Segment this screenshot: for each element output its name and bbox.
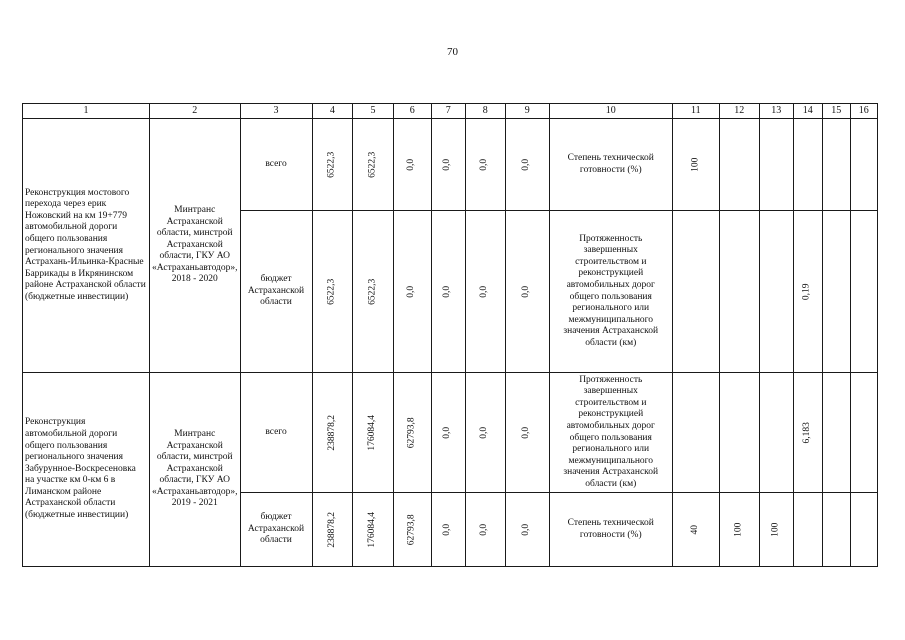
indicator-name: Протяженность завершенных строительством и реконструкцией автомобильных дорог общего пользования регионального или межмуниципального значения Астраханской области (км) xyxy=(549,373,672,493)
value-cell: 0,0 xyxy=(465,211,505,373)
value-cell xyxy=(759,211,793,373)
col-header: 3 xyxy=(240,104,312,119)
value-cell xyxy=(850,119,877,211)
value-cell: 100 xyxy=(759,493,793,567)
col-header: 5 xyxy=(353,104,394,119)
value-cell: 6522,3 xyxy=(353,119,394,211)
col-header: 9 xyxy=(505,104,549,119)
funding-source: всего xyxy=(240,373,312,493)
value-cell: 0,0 xyxy=(393,119,431,211)
value-cell: 6,183 xyxy=(793,373,822,493)
col-header: 12 xyxy=(719,104,759,119)
value-cell: 0,19 xyxy=(793,211,822,373)
col-header: 16 xyxy=(850,104,877,119)
value-cell: 176084,4 xyxy=(353,493,394,567)
value-cell: 0,0 xyxy=(465,493,505,567)
value-cell xyxy=(850,493,877,567)
value-cell xyxy=(850,211,877,373)
value-cell: 100 xyxy=(719,493,759,567)
col-header: 6 xyxy=(393,104,431,119)
value-cell xyxy=(719,211,759,373)
value-cell xyxy=(822,373,850,493)
header-row xyxy=(23,104,878,119)
value-cell: 0,0 xyxy=(505,493,549,567)
col-header: 2 xyxy=(150,104,241,119)
project-executor: Минтранс Астраханской области, минстрой Астраханской области, ГКУ АО «Астраханьавтодор», 2018 - 2020 xyxy=(150,119,241,373)
program-table xyxy=(22,103,878,567)
value-cell: 6522,3 xyxy=(353,211,394,373)
funding-source: бюджет Астраханской области xyxy=(240,211,312,373)
table-row xyxy=(23,373,878,493)
value-cell: 0,0 xyxy=(431,373,465,493)
value-cell: 0,0 xyxy=(393,211,431,373)
value-cell: 0,0 xyxy=(505,211,549,373)
value-cell: 0,0 xyxy=(431,493,465,567)
value-cell xyxy=(822,211,850,373)
project-executor: Минтранс Астраханской области, минстрой Астраханской области, ГКУ АО «Астраханьавтодор», 2019 - 2021 xyxy=(150,373,241,567)
value-cell: 238878,2 xyxy=(312,493,353,567)
value-cell: 40 xyxy=(672,493,719,567)
value-cell: 100 xyxy=(672,119,719,211)
value-cell xyxy=(719,119,759,211)
col-header: 1 xyxy=(23,104,150,119)
value-cell xyxy=(759,373,793,493)
value-cell: 62793,8 xyxy=(393,373,431,493)
funding-source: бюджет Астраханской области xyxy=(240,493,312,567)
value-cell: 6522,3 xyxy=(312,119,353,211)
col-header: 13 xyxy=(759,104,793,119)
funding-source: всего xyxy=(240,119,312,211)
indicator-name: Степень технической готовности (%) xyxy=(549,119,672,211)
value-cell xyxy=(759,119,793,211)
indicator-name: Протяженность завершенных строительством и реконструкцией автомобильных дорог общего пользования регионального или межмуниципального значения Астраханской области (км) xyxy=(549,211,672,373)
col-header: 7 xyxy=(431,104,465,119)
value-cell xyxy=(850,373,877,493)
col-header: 4 xyxy=(312,104,353,119)
col-header: 11 xyxy=(672,104,719,119)
col-header: 15 xyxy=(822,104,850,119)
project-name: Реконструкция автомобильной дороги общего пользования регионального значения Забурунное-Воскресеновка на участке км 0-км 6 в Лиманском районе Астраханской области (бюджетные инвестиции) xyxy=(23,373,150,567)
col-header: 14 xyxy=(793,104,822,119)
col-header: 8 xyxy=(465,104,505,119)
value-cell: 0,0 xyxy=(431,211,465,373)
value-cell xyxy=(793,493,822,567)
value-cell xyxy=(822,119,850,211)
value-cell: 0,0 xyxy=(465,119,505,211)
page-number: 70 xyxy=(447,46,458,58)
value-cell xyxy=(719,373,759,493)
col-header: 10 xyxy=(549,104,672,119)
value-cell: 62793,8 xyxy=(393,493,431,567)
value-cell xyxy=(793,119,822,211)
value-cell: 238878,2 xyxy=(312,373,353,493)
value-cell xyxy=(822,493,850,567)
value-cell: 0,0 xyxy=(505,119,549,211)
value-cell: 176084,4 xyxy=(353,373,394,493)
value-cell xyxy=(672,211,719,373)
project-name: Реконструкция мостового перехода через ерик Ножовский на км 19+779 автомобильной дороги общего пользования регионального значения Астрахань-Ильинка-Красные Баррикады в Икрянинском районе Астраханской области (бюджетные инвестиции) xyxy=(23,119,150,373)
indicator-name: Степень технической готовности (%) xyxy=(549,493,672,567)
table-row xyxy=(23,119,878,211)
value-cell: 0,0 xyxy=(431,119,465,211)
value-cell: 6522,3 xyxy=(312,211,353,373)
value-cell: 0,0 xyxy=(465,373,505,493)
value-cell xyxy=(672,373,719,493)
value-cell: 0,0 xyxy=(505,373,549,493)
